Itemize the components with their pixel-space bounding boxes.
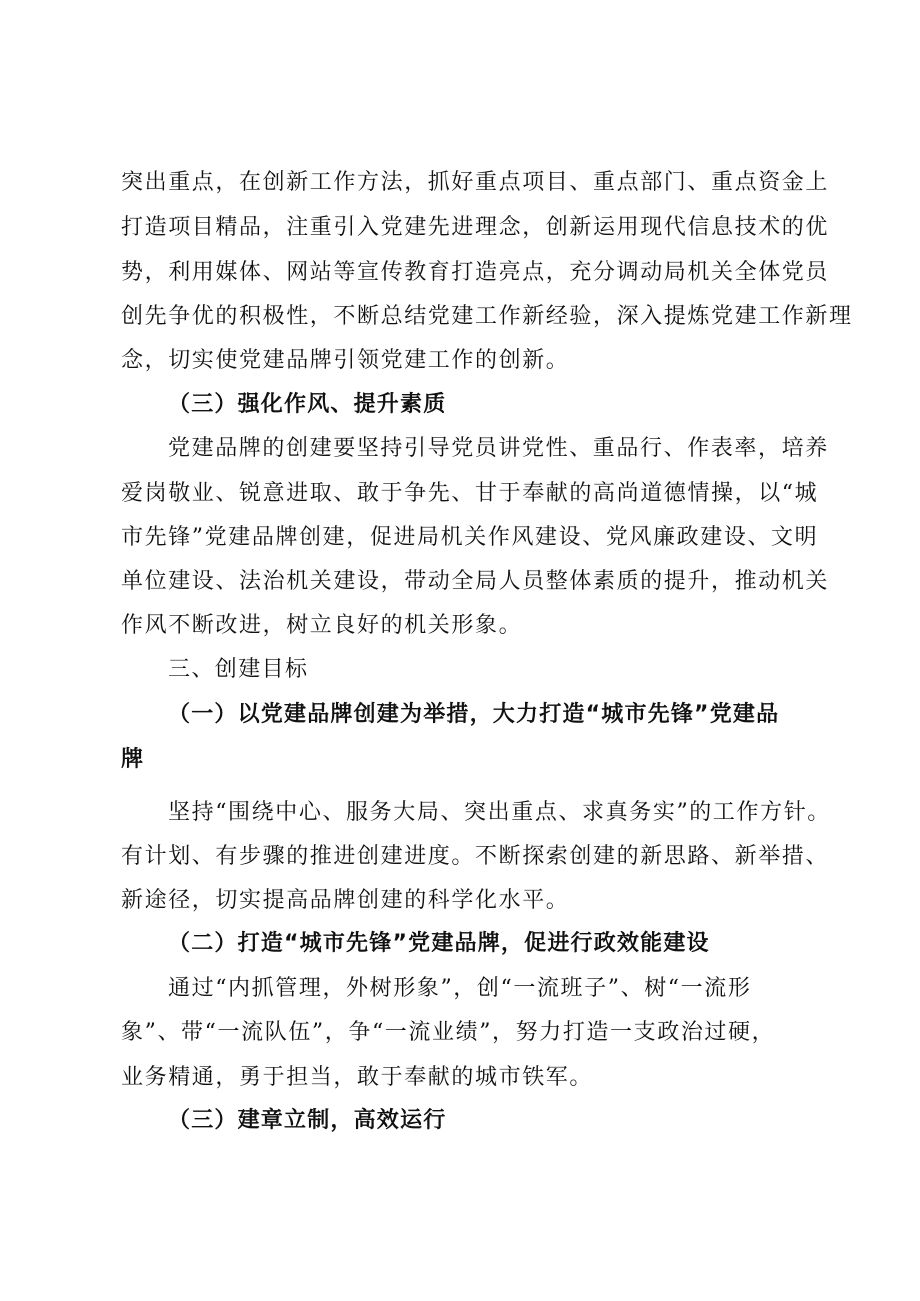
paragraph-first-line: 坚持“围绕中心、服务大局、突出重点、求真务实”的工作方针。 xyxy=(168,800,831,825)
paragraph-first-line: 通过“内抓管理，外树形象”，创“一流班子”、树“一流形 xyxy=(168,976,752,1001)
body-text-line: 突出重点，在创新工作方法，抓好重点项目、重点部门、重点资金上 xyxy=(121,170,830,195)
body-text-line: 象”、带“一流队伍”，争“一流业绩”，努力打造一支政治过硬， xyxy=(121,1020,776,1045)
body-text-line: 作风不断改进，树立良好的机关形象。 xyxy=(121,613,523,638)
body-text-line: 势，利用媒体、网站等宣传教育打造亮点，充分调动局机关全体党员 xyxy=(121,260,830,285)
body-text-line: 打造项目精品，注重引入党建先进理念，创新运用现代信息技术的优 xyxy=(121,215,830,240)
body-text-line: 市先锋”党建品牌创建，促进局机关作风建设、党风廉政建设、文明 xyxy=(121,525,819,550)
subsection-heading: （一）以党建品牌创建为举措，大力打造“城市先锋”党建品 xyxy=(168,702,780,727)
subsection-heading: （二）打造“城市先锋”党建品牌，促进行政效能建设 xyxy=(168,931,710,956)
subsection-heading: （三）建章立制，高效运行 xyxy=(168,1108,447,1133)
section-heading: 三、创建目标 xyxy=(168,657,309,682)
subsection-heading: （三）强化作风、提升素质 xyxy=(168,392,447,417)
body-text-line: 单位建设、法治机关建设，带动全局人员整体素质的提升，推动机关 xyxy=(121,569,830,594)
body-text-line: 有计划、有步骤的推进创建进度。不断探索创建的新思路、新举措、 xyxy=(121,844,830,869)
body-text-line: 创先争优的积极性，不断总结党建工作新经验，深入提炼党建工作新理 xyxy=(121,304,853,329)
body-text-line: 新途径，切实提高品牌创建的科学化水平。 xyxy=(121,888,570,913)
paragraph-first-line: 党建品牌的创建要坚持引导党员讲党性、重品行、作表率，培养 xyxy=(168,436,829,461)
subsection-heading-continuation: 牌 xyxy=(121,747,145,772)
body-text-line: 爱岗敬业、锐意进取、敢于争先、甘于奉献的高尚道德情操，以“城 xyxy=(121,481,819,506)
body-text-line: 念，切实使党建品牌引领党建工作的创新。 xyxy=(121,348,570,373)
body-text-line: 业务精通，勇于担当，敢于奉献的城市铁军。 xyxy=(121,1065,594,1090)
